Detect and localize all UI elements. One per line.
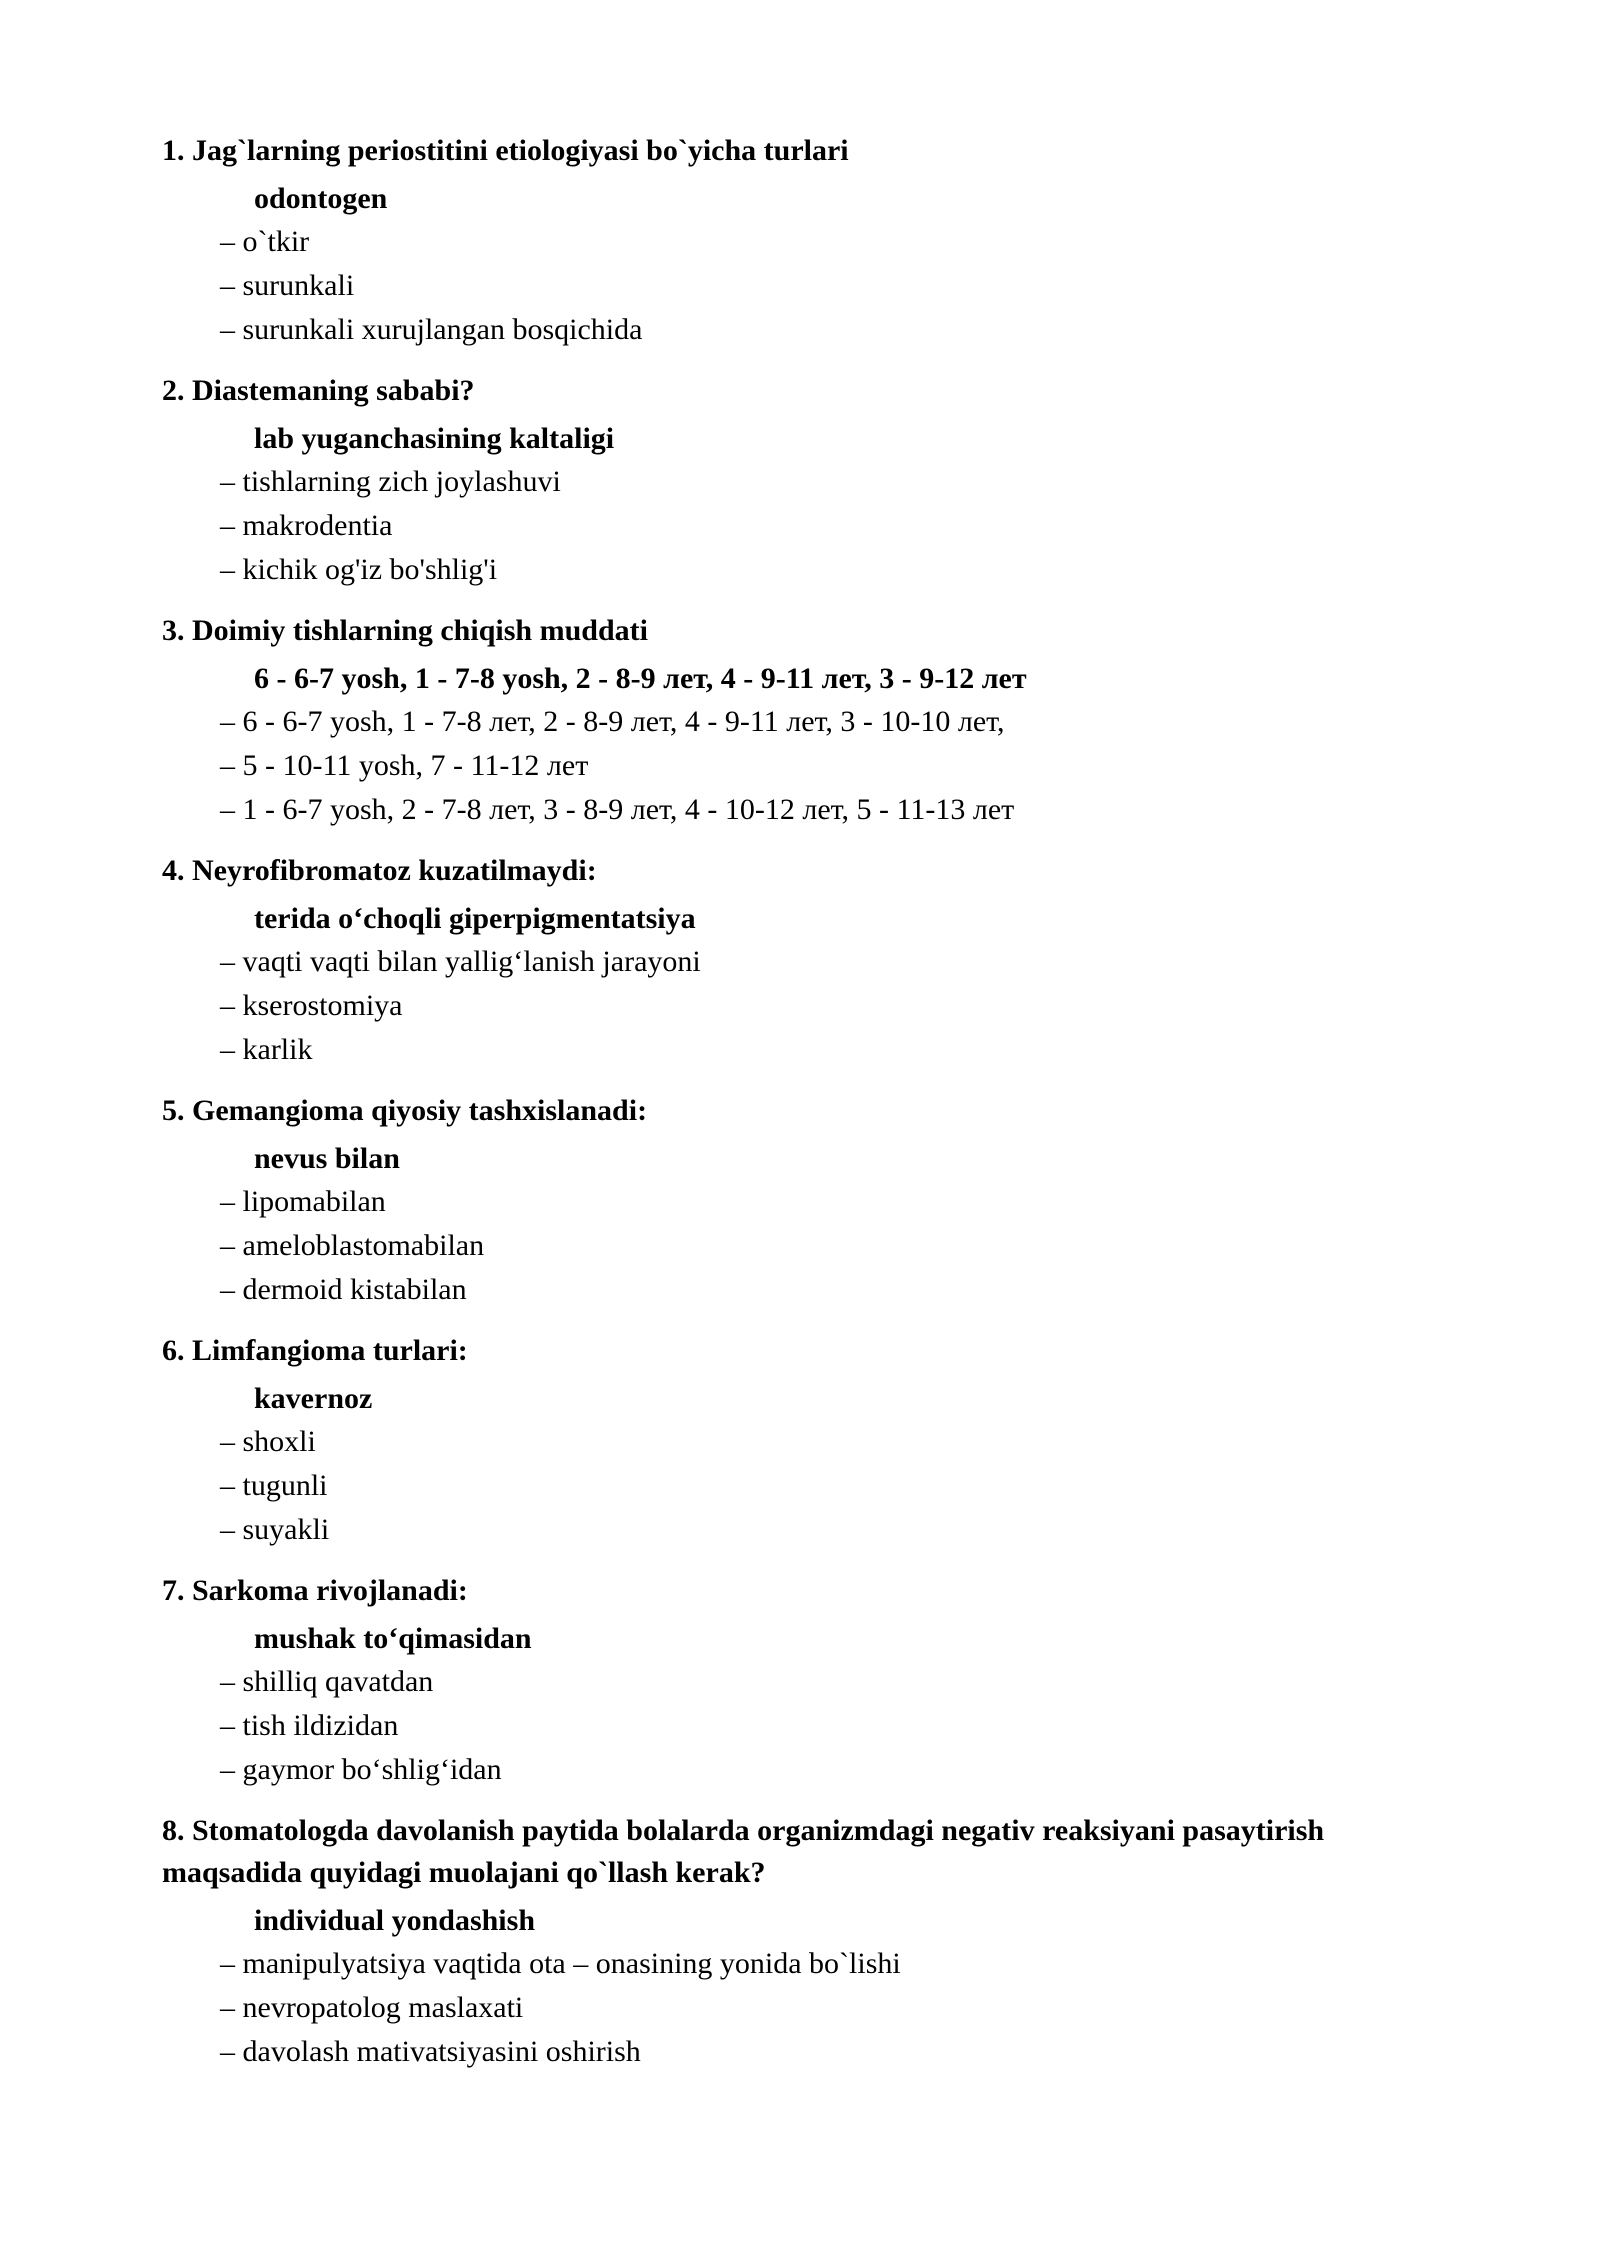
answer-option: – nevropatolog maslaxati [220, 1991, 524, 2024]
question-title: 4. Neyrofibromatoz kuzatilmaydi: [162, 854, 597, 887]
answer-option: – 5 - 10-11 yosh, 7 - 11-12 лет [220, 749, 589, 782]
question-title: 5. Gemangioma qiyosiy tashxislanadi: [162, 1094, 648, 1127]
question-title: 3. Doimiy tishlarning chiqish muddati [162, 614, 648, 647]
correct-answer: kavernoz [254, 1382, 373, 1415]
answer-option: – surunkali xurujlangan bosqichida [220, 313, 643, 346]
answer-option: – shilliq qavatdan [220, 1665, 434, 1698]
question-title: 2. Diastemaning sababi? [162, 374, 475, 407]
answer-option: – 1 - 6-7 yosh, 2 - 7-8 лет, 3 - 8-9 лет, 4 - 10-12 лет, 5 - 11-13 лет [220, 793, 1015, 826]
question-7 [162, 1570, 1450, 1792]
question-title: 7. Sarkoma rivojlanadi: [162, 1574, 468, 1607]
question-3 [162, 610, 1450, 832]
answer-option: – vaqti vaqti bilan yallig‘lanish jarayoni [220, 945, 701, 978]
answer-option: – karlik [220, 1033, 313, 1066]
correct-answer: terida o‘choqli giperpigmentatsiya [254, 902, 696, 935]
answer-option: – tugunli [220, 1469, 328, 1502]
answer-option: – gaymor bo‘shlig‘idan [220, 1753, 502, 1786]
question-2 [162, 370, 1450, 592]
question-title: 1. Jag`larning periostitini etiologiyasi bo`yicha turlari [162, 134, 849, 167]
question-4 [162, 850, 1450, 1072]
answer-option: – 6 - 6-7 yosh, 1 - 7-8 лет, 2 - 8-9 лет, 4 - 9-11 лет, 3 - 10-10 лет, [220, 705, 1005, 738]
correct-answer: odontogen [254, 182, 388, 215]
answer-option: – lipomabilan [220, 1185, 386, 1218]
correct-answer: nevus bilan [254, 1142, 400, 1175]
answer-option: – surunkali [220, 269, 355, 302]
answer-option: – davolash mativatsiyasini oshirish [220, 2035, 641, 2068]
question-title: 6. Limfangioma turlari: [162, 1334, 468, 1367]
answer-option: – makrodentia [220, 509, 393, 542]
answer-option: – kichik og'iz bo'shlig'i [220, 553, 498, 586]
answer-option: – kserostomiya [220, 989, 403, 1022]
answer-option: – ameloblastomabilan [220, 1229, 485, 1262]
question-8 [162, 1810, 1450, 2074]
correct-answer: mushak to‘qimasidan [254, 1622, 532, 1655]
correct-answer: 6 - 6-7 yosh, 1 - 7-8 yosh, 2 - 8-9 лет, 4 - 9-11 лет, 3 - 9-12 лет [254, 662, 1027, 695]
answer-option: – o`tkir [220, 225, 310, 258]
answer-option: – shoxli [220, 1425, 316, 1458]
question-6 [162, 1330, 1450, 1552]
answer-option: – tish ildizidan [220, 1709, 399, 1742]
question-title: 8. Stomatologda davolanish paytida bolalarda organizmdagi negativ reaksiyani pasaytirish maqsadida quyidagi muolajani qo`llash kerak? [162, 1814, 1325, 1889]
correct-answer: individual yondashish [254, 1904, 536, 1937]
correct-answer: lab yuganchasining kaltaligi [254, 422, 615, 455]
question-5 [162, 1090, 1450, 1312]
question-1 [162, 130, 1450, 352]
answer-option: – tishlarning zich joylashuvi [220, 465, 561, 498]
answer-option: – manipulyatsiya vaqtida ota – onasining yonida bo`lishi [220, 1947, 901, 1980]
answer-option: – suyakli [220, 1513, 330, 1546]
answer-option: – dermoid kistabilan [220, 1273, 467, 1306]
